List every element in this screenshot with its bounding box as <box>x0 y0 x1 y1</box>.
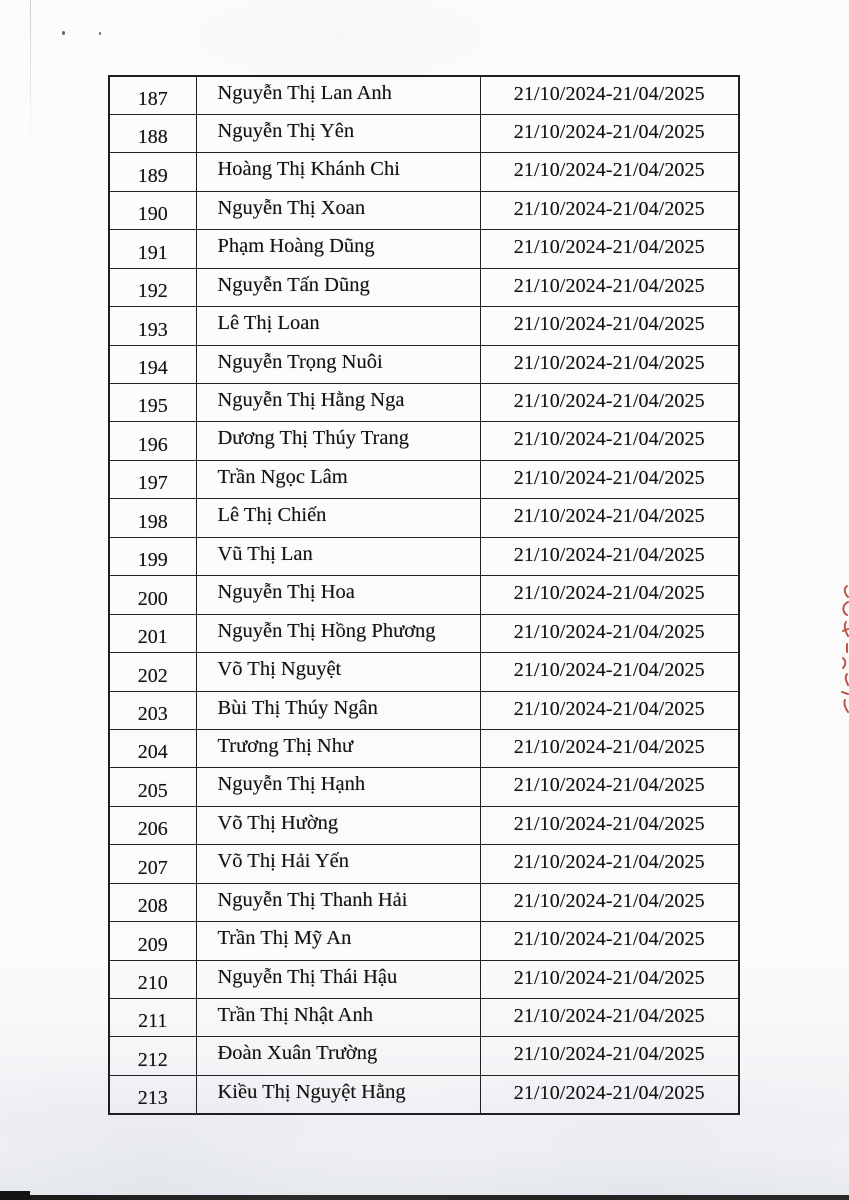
name-cell: Nguyễn Thị Hằng Nga <box>196 384 480 422</box>
period-cell: 21/10/2024-21/04/2025 <box>480 768 739 806</box>
scanner-edge-shadow <box>0 1195 849 1200</box>
name-cell: Võ Thị Hải Yến <box>196 845 480 883</box>
period-cell: 21/10/2024-21/04/2025 <box>480 76 739 114</box>
table-row <box>109 691 739 729</box>
period-cell: 21/10/2024-21/04/2025 <box>480 960 739 998</box>
period-cell: 21/10/2024-21/04/2025 <box>480 230 739 268</box>
period-cell: 21/10/2024-21/04/2025 <box>480 345 739 383</box>
period-cell: 21/10/2024-21/04/2025 <box>480 1075 739 1113</box>
row-number-cell: 198 <box>109 499 196 537</box>
name-cell: Nguyễn Trọng Nuôi <box>196 345 480 383</box>
table-row <box>109 422 739 460</box>
name-cell: Trần Thị Nhật Anh <box>196 999 480 1037</box>
period-cell: 21/10/2024-21/04/2025 <box>480 114 739 152</box>
name-cell: Phạm Hoàng Dũng <box>196 230 480 268</box>
table-row <box>109 999 739 1037</box>
table-row <box>109 153 739 191</box>
name-cell: Vũ Thị Lan <box>196 537 480 575</box>
row-number-cell: 213 <box>109 1075 196 1113</box>
table-row <box>109 230 739 268</box>
row-number-cell: 208 <box>109 883 196 921</box>
table-row <box>109 307 739 345</box>
table-row <box>109 1075 739 1113</box>
name-cell: Nguyễn Tấn Dũng <box>196 268 480 306</box>
table-row <box>109 460 739 498</box>
row-number-cell: 189 <box>109 153 196 191</box>
name-cell: Nguyễn Thị Hoa <box>196 576 480 614</box>
name-cell: Hoàng Thị Khánh Chi <box>196 153 480 191</box>
paper-fold-line <box>30 0 31 150</box>
table-row <box>109 345 739 383</box>
row-number-cell: 195 <box>109 384 196 422</box>
period-cell: 21/10/2024-21/04/2025 <box>480 729 739 767</box>
name-cell: Nguyễn Thị Thái Hậu <box>196 960 480 998</box>
roster-table <box>108 75 740 1115</box>
period-cell: 21/10/2024-21/04/2025 <box>480 999 739 1037</box>
table-row <box>109 729 739 767</box>
row-number-cell: 209 <box>109 922 196 960</box>
period-cell: 21/10/2024-21/04/2025 <box>480 691 739 729</box>
period-cell: 21/10/2024-21/04/2025 <box>480 153 739 191</box>
row-number-cell: 191 <box>109 230 196 268</box>
name-cell: Nguyễn Thị Thanh Hải <box>196 883 480 921</box>
period-cell: 21/10/2024-21/04/2025 <box>480 883 739 921</box>
period-cell: 21/10/2024-21/04/2025 <box>480 806 739 844</box>
table-row <box>109 806 739 844</box>
period-cell: 21/10/2024-21/04/2025 <box>480 845 739 883</box>
period-cell: 21/10/2024-21/04/2025 <box>480 537 739 575</box>
table-row <box>109 1037 739 1075</box>
row-number-cell: 211 <box>109 999 196 1037</box>
row-number-cell: 206 <box>109 806 196 844</box>
red-handwriting-margin-note <box>834 582 849 722</box>
table-row <box>109 922 739 960</box>
table-row <box>109 114 739 152</box>
name-cell: Nguyễn Thị Xoan <box>196 191 480 229</box>
scan-bottom-haze <box>0 1149 849 1195</box>
period-cell: 21/10/2024-21/04/2025 <box>480 922 739 960</box>
name-cell: Đoàn Xuân Trường <box>196 1037 480 1075</box>
table-row <box>109 576 739 614</box>
period-cell: 21/10/2024-21/04/2025 <box>480 384 739 422</box>
name-cell: Lê Thị Chiến <box>196 499 480 537</box>
table-row <box>109 653 739 691</box>
roster-table-body <box>109 76 739 1114</box>
table-row <box>109 768 739 806</box>
row-number-cell: 197 <box>109 460 196 498</box>
name-cell: Nguyễn Thị Yên <box>196 114 480 152</box>
row-number-cell: 199 <box>109 537 196 575</box>
scanner-edge-corner <box>0 1191 30 1200</box>
period-cell: 21/10/2024-21/04/2025 <box>480 307 739 345</box>
row-number-cell: 193 <box>109 307 196 345</box>
period-cell: 21/10/2024-21/04/2025 <box>480 460 739 498</box>
row-number-cell: 192 <box>109 268 196 306</box>
table-row <box>109 960 739 998</box>
row-number-cell: 212 <box>109 1037 196 1075</box>
period-cell: 21/10/2024-21/04/2025 <box>480 1037 739 1075</box>
table-row <box>109 191 739 229</box>
name-cell: Nguyễn Thị Hạnh <box>196 768 480 806</box>
name-cell: Trần Thị Mỹ An <box>196 922 480 960</box>
row-number-cell: 203 <box>109 691 196 729</box>
table-row <box>109 537 739 575</box>
table-row <box>109 845 739 883</box>
period-cell: 21/10/2024-21/04/2025 <box>480 614 739 652</box>
period-cell: 21/10/2024-21/04/2025 <box>480 576 739 614</box>
row-number-cell: 187 <box>109 76 196 114</box>
table-row <box>109 384 739 422</box>
row-number-cell: 200 <box>109 576 196 614</box>
table-row <box>109 499 739 537</box>
table-row <box>109 883 739 921</box>
period-cell: 21/10/2024-21/04/2025 <box>480 499 739 537</box>
period-cell: 21/10/2024-21/04/2025 <box>480 268 739 306</box>
row-number-cell: 205 <box>109 768 196 806</box>
name-cell: Võ Thị Nguyệt <box>196 653 480 691</box>
name-cell: Nguyễn Thị Lan Anh <box>196 76 480 114</box>
row-number-cell: 202 <box>109 653 196 691</box>
row-number-cell: 194 <box>109 345 196 383</box>
table-row <box>109 76 739 114</box>
name-cell: Lê Thị Loan <box>196 307 480 345</box>
row-number-cell: 207 <box>109 845 196 883</box>
name-cell: Kiều Thị Nguyệt Hằng <box>196 1075 480 1113</box>
table-row <box>109 268 739 306</box>
name-cell: Nguyễn Thị Hồng Phương <box>196 614 480 652</box>
period-cell: 21/10/2024-21/04/2025 <box>480 653 739 691</box>
name-cell: Bùi Thị Thúy Ngân <box>196 691 480 729</box>
period-cell: 21/10/2024-21/04/2025 <box>480 191 739 229</box>
name-cell: Trương Thị Như <box>196 729 480 767</box>
period-cell: 21/10/2024-21/04/2025 <box>480 422 739 460</box>
table-row <box>109 614 739 652</box>
row-number-cell: 201 <box>109 614 196 652</box>
row-number-cell: 204 <box>109 729 196 767</box>
row-number-cell: 210 <box>109 960 196 998</box>
name-cell: Võ Thị Hường <box>196 806 480 844</box>
row-number-cell: 190 <box>109 191 196 229</box>
name-cell: Dương Thị Thúy Trang <box>196 422 480 460</box>
row-number-cell: 188 <box>109 114 196 152</box>
row-number-cell: 196 <box>109 422 196 460</box>
scan-speck <box>62 31 65 35</box>
name-cell: Trần Ngọc Lâm <box>196 460 480 498</box>
scan-speck <box>99 32 101 35</box>
